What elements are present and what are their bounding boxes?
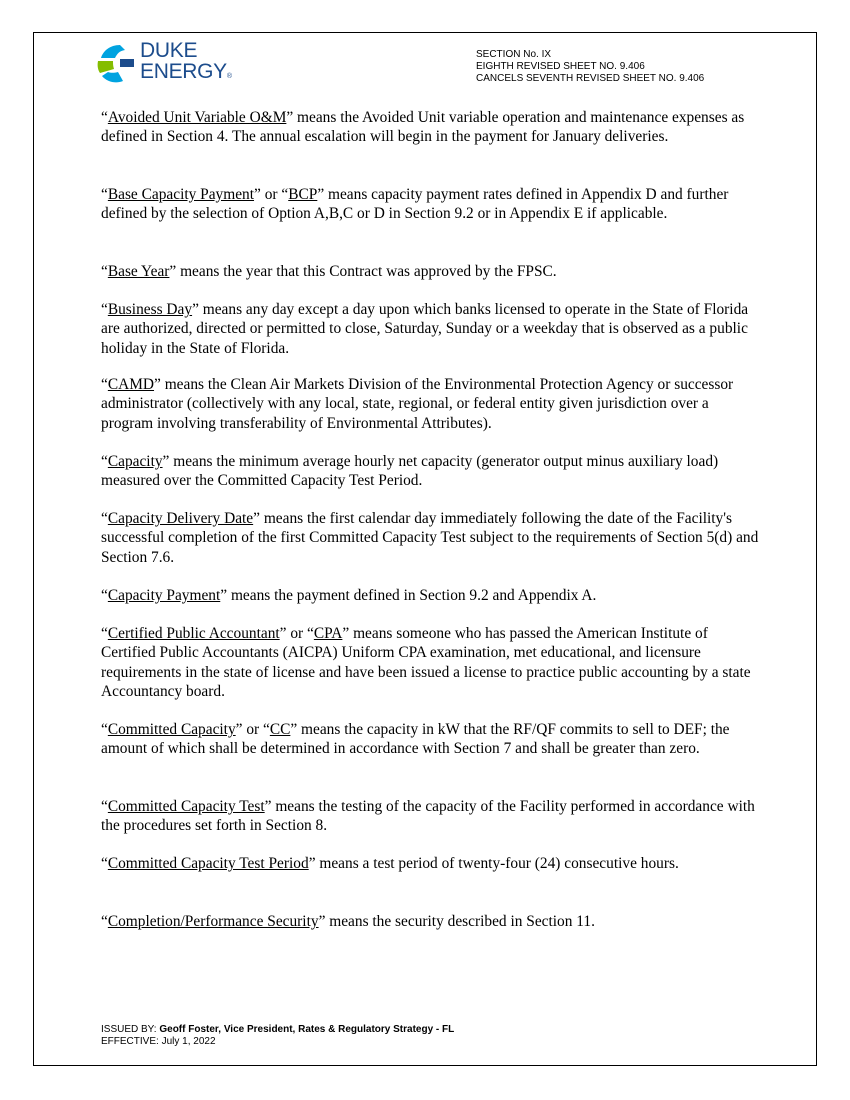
definition-committed-capacity-test: “Committed Capacity Test” means the testing of the capacity of the Facility performed in accordance with the procedures set forth in Section 8.	[101, 798, 755, 835]
term: Committed Capacity Test Period	[107, 855, 309, 872]
term: CAMD	[107, 376, 155, 393]
definition-capacity-payment: “Capacity Payment” means the payment defined in Section 9.2 and Appendix A.	[101, 587, 597, 604]
term: Completion/Performance Security	[107, 913, 319, 930]
definition-committed-capacity-test-period: “Committed Capacity Test Period” means a test period of twenty-four (24) consecutive hours.	[101, 855, 679, 872]
definition-base-year: “Base Year” means the year that this Contract was approved by the FPSC.	[101, 263, 557, 280]
definition-avoided-unit-variable-om: “Avoided Unit Variable O&M” means the Avoided Unit variable operation and maintenance expenses as defined in Section 4. The annual escalation will begin in the payment for January deliveries.	[101, 109, 745, 146]
duke-energy-logo-mark-icon	[94, 42, 138, 86]
logo-wordmark	[140, 40, 232, 87]
logo-line-2: ENERGY	[140, 60, 227, 83]
footer	[101, 1024, 454, 1048]
term: Capacity	[107, 453, 163, 470]
section-number: SECTION No. IX	[476, 49, 552, 60]
term: Base Year	[107, 263, 170, 280]
effective-label: EFFECTIVE:	[101, 1036, 159, 1047]
cancels-sheet: CANCELS SEVENTH REVISED SHEET NO. 9.406	[476, 73, 705, 84]
term: Committed Capacity Test	[107, 798, 265, 815]
definition-certified-public-accountant: “Certified Public Accountant” or “CPA” means someone who has passed the American Institute of Certified Public Accountants (AICPA) Uniform CPA examination, met educational, and licensure requirements in the state of license and have been issued a license to practice public accounting by a state Accountancy board.	[101, 625, 751, 701]
definition-camd: “CAMD” means the Clean Air Markets Division of the Environmental Protection Agency or successor administrator (collectively with any local, state, regional, or federal entity given jurisdiction over a program involving transferability of Environmental Attributes).	[101, 376, 734, 432]
term: Capacity Payment	[107, 587, 221, 604]
term: Committed Capacity	[107, 721, 236, 738]
logo-line-1: DUKE	[140, 39, 198, 62]
definition-committed-capacity: “Committed Capacity” or “CC” means the capacity in kW that the RF/QF commits to sell to DEF; the amount of which shall be determined in accordance with Section 7 and shall be greater than zero.	[101, 721, 730, 758]
effective-date: July 1, 2022	[161, 1036, 216, 1047]
term-abbreviation: BCP	[288, 186, 318, 203]
effective-line	[101, 1036, 454, 1048]
definition-base-capacity-payment: “Base Capacity Payment” or “BCP” means capacity payment rates defined in Appendix D and further defined by the selection of Option A,B,C or D in Section 9.2 or in Appendix E if applicable.	[101, 186, 729, 223]
issued-label: ISSUED BY:	[101, 1024, 157, 1035]
issued-by-line	[101, 1024, 454, 1036]
term: Certified Public Accountant	[107, 625, 280, 642]
term: Avoided Unit Variable O&M	[107, 109, 287, 126]
term: Business Day	[107, 301, 193, 318]
sheet-info	[476, 49, 704, 85]
term-abbreviation: CPA	[313, 625, 343, 642]
logo-registered-mark: ®	[226, 73, 232, 80]
definition-business-day: “Business Day” means any day except a day upon which banks licensed to operate in the State of Florida are authorized, directed or permitted to close, Saturday, Sunday or a weekday that is observed as a public holiday in the State of Florida.	[101, 301, 749, 357]
term: Base Capacity Payment	[107, 186, 255, 203]
duke-energy-logo	[94, 40, 244, 88]
term: Capacity Delivery Date	[107, 510, 254, 527]
revised-sheet: EIGHTH REVISED SHEET NO. 9.406	[476, 61, 645, 72]
definition-capacity: “Capacity” means the minimum average hourly net capacity (generator output minus auxiliary load) measured over the Committed Capacity Test Period.	[101, 453, 719, 490]
definition-completion-performance-security: “Completion/Performance Security” means the security described in Section 11.	[101, 913, 595, 930]
definition-capacity-delivery-date: “Capacity Delivery Date” means the first calendar day immediately following the date of the Facility's successful completion of the first Committed Capacity Test subject to the requirements of Section 5(d) and Section 7.6.	[101, 510, 759, 566]
term-abbreviation: CC	[269, 721, 291, 738]
issued-by: Geoff Foster, Vice President, Rates & Regulatory Strategy - FL	[159, 1024, 455, 1035]
